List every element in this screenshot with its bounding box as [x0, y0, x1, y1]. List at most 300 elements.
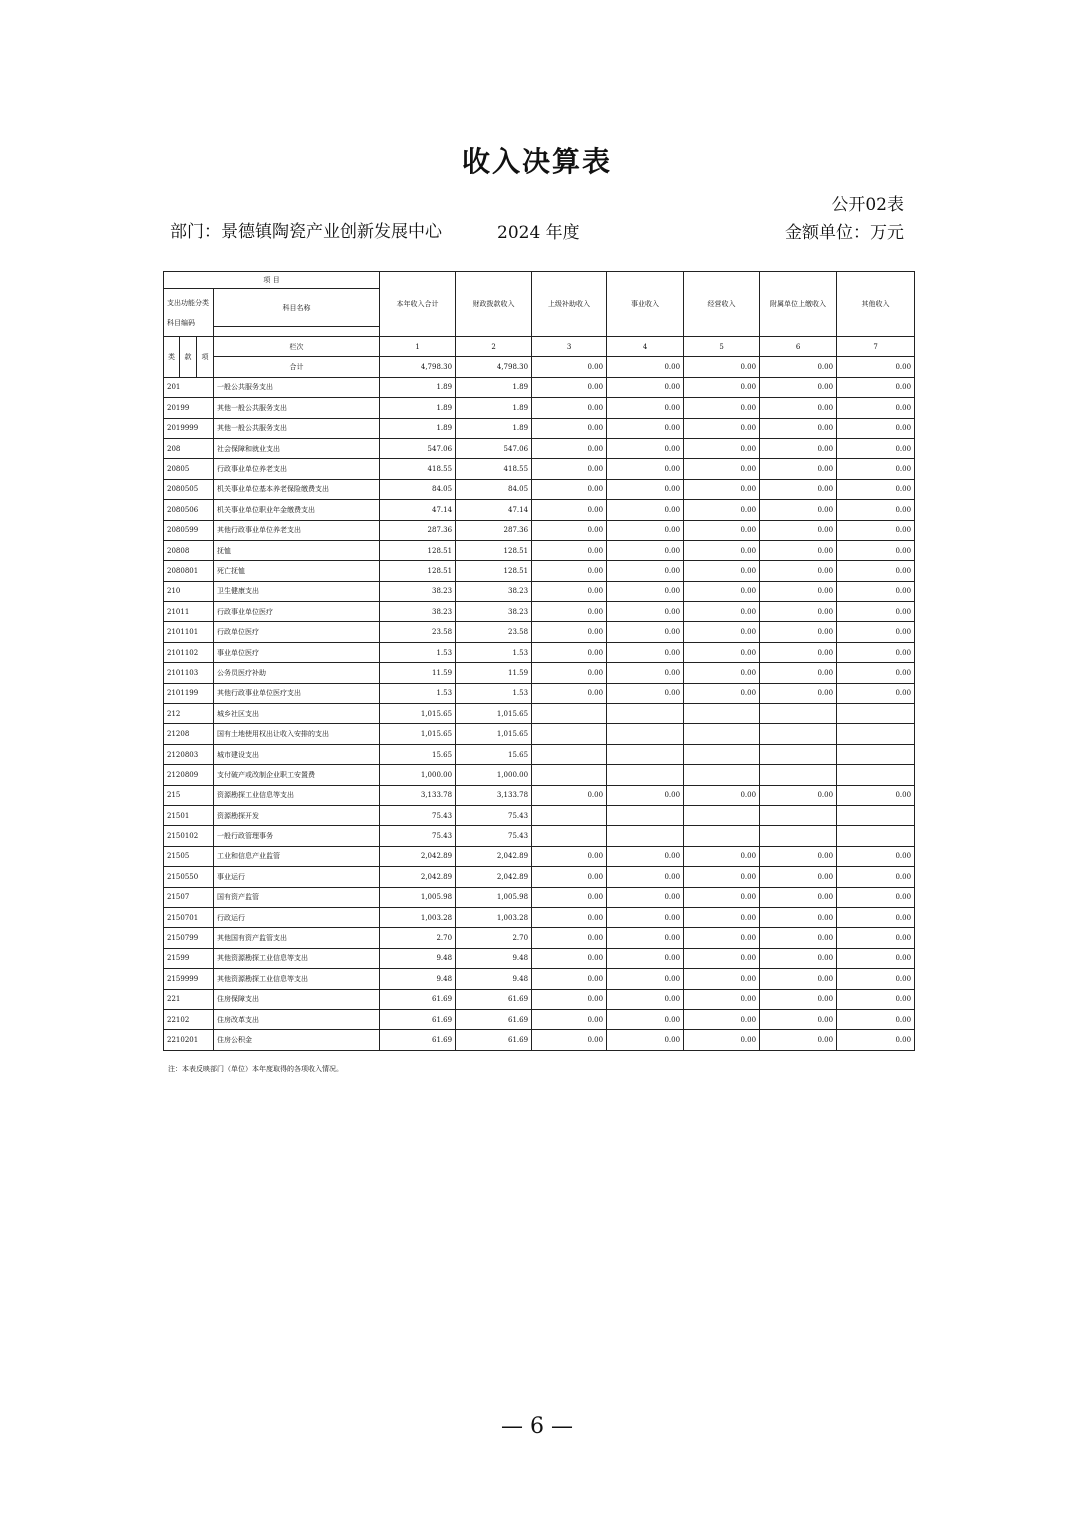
amount-cell: 0.00	[532, 622, 607, 642]
amount-cell: 0.00	[760, 438, 837, 458]
amount-cell: 0.00	[837, 438, 915, 458]
amount-cell	[607, 744, 684, 764]
table-row	[164, 989, 915, 1009]
total-row	[164, 357, 915, 377]
col-num-3: 3	[532, 337, 607, 357]
function-code: 2101199	[164, 683, 214, 703]
amount-cell: 1,005.98	[380, 887, 456, 907]
amount-cell: 11.59	[456, 663, 532, 683]
table-row	[164, 622, 915, 642]
subject-name: 住房保障支出	[214, 989, 380, 1009]
function-code: 2101101	[164, 622, 214, 642]
amount-cell: 0.00	[684, 887, 760, 907]
amount-cell: 0.00	[607, 1030, 684, 1050]
subject-name: 行政事业单位医疗	[214, 602, 380, 622]
function-code: 21501	[164, 805, 214, 825]
amount-cell: 47.14	[456, 500, 532, 520]
amount-cell: 0.00	[684, 602, 760, 622]
amount-cell: 1,015.65	[456, 724, 532, 744]
amount-cell: 75.43	[380, 826, 456, 846]
amount-cell: 1.89	[456, 418, 532, 438]
amount-cell	[760, 704, 837, 724]
subject-name: 抚恤	[214, 540, 380, 560]
amount-cell: 0.00	[607, 867, 684, 887]
amount-cell: 0.00	[684, 540, 760, 560]
amount-cell: 0.00	[532, 867, 607, 887]
amount-cell: 2,042.89	[380, 846, 456, 866]
function-code: 21208	[164, 724, 214, 744]
table-row	[164, 805, 915, 825]
amount-cell: 75.43	[456, 826, 532, 846]
header-subject-name: 科目名称	[214, 289, 380, 327]
amount-cell: 0.00	[837, 459, 915, 479]
amount-cell: 0.00	[760, 602, 837, 622]
amount-cell: 0.00	[837, 1009, 915, 1029]
function-code: 21011	[164, 602, 214, 622]
subject-name: 事业单位医疗	[214, 642, 380, 662]
amount-cell: 0.00	[760, 846, 837, 866]
amount-cell: 0.00	[837, 520, 915, 540]
table-row	[164, 418, 915, 438]
amount-cell	[532, 724, 607, 744]
table-row	[164, 642, 915, 662]
amount-cell: 0.00	[607, 500, 684, 520]
amount-cell: 0.00	[837, 602, 915, 622]
function-code: 221	[164, 989, 214, 1009]
amount-cell: 0.00	[607, 561, 684, 581]
table-row	[164, 479, 915, 499]
amount-cell: 1.89	[456, 377, 532, 397]
table-row	[164, 928, 915, 948]
table-row	[164, 377, 915, 397]
amount-cell: 0.00	[607, 948, 684, 968]
table-row	[164, 602, 915, 622]
subject-name: 住房改革支出	[214, 1009, 380, 1029]
amount-cell: 61.69	[380, 989, 456, 1009]
amount-cell: 38.23	[380, 602, 456, 622]
amount-cell: 1.53	[380, 642, 456, 662]
amount-cell	[837, 765, 915, 785]
function-code: 2120803	[164, 744, 214, 764]
function-code: 201	[164, 377, 214, 397]
header-row-1	[164, 272, 915, 289]
amount-cell: 0.00	[684, 846, 760, 866]
amount-cell: 0.00	[532, 602, 607, 622]
amount-cell: 0.00	[532, 520, 607, 540]
amount-cell: 0.00	[532, 1030, 607, 1050]
amount-cell: 0.00	[684, 928, 760, 948]
amount-cell: 2.70	[456, 928, 532, 948]
amount-cell: 0.00	[760, 520, 837, 540]
subject-name: 其他一般公共服务支出	[214, 398, 380, 418]
amount-cell: 0.00	[760, 928, 837, 948]
function-code: 2159999	[164, 969, 214, 989]
amount-cell: 3,133.78	[456, 785, 532, 805]
amount-cell: 0.00	[837, 867, 915, 887]
amount-cell: 0.00	[607, 683, 684, 703]
amount-cell	[837, 744, 915, 764]
header-func-code: 支出功能分类科目编码	[164, 289, 214, 337]
amount-cell: 0.00	[837, 887, 915, 907]
header-xiang: 项	[197, 337, 214, 378]
amount-cell	[684, 805, 760, 825]
table-row	[164, 1009, 915, 1029]
subject-name: 卫生健康支出	[214, 581, 380, 601]
amount-cell: 9.48	[380, 948, 456, 968]
total-value: 0.00	[532, 357, 607, 377]
function-code: 2150701	[164, 907, 214, 927]
amount-cell: 9.48	[380, 969, 456, 989]
function-code: 2080505	[164, 479, 214, 499]
amount-cell: 0.00	[760, 581, 837, 601]
amount-cell: 0.00	[532, 438, 607, 458]
subject-name: 工业和信息产业监管	[214, 846, 380, 866]
amount-cell: 2,042.89	[380, 867, 456, 887]
amount-cell: 47.14	[380, 500, 456, 520]
amount-cell: 84.05	[456, 479, 532, 499]
amount-cell: 0.00	[684, 520, 760, 540]
subject-name: 其他资源勘探工业信息等支出	[214, 969, 380, 989]
amount-cell: 0.00	[607, 989, 684, 1009]
amount-cell	[837, 826, 915, 846]
amount-cell: 0.00	[684, 785, 760, 805]
amount-cell: 0.00	[837, 479, 915, 499]
amount-cell: 0.00	[760, 785, 837, 805]
amount-cell: 0.00	[684, 948, 760, 968]
amount-cell: 0.00	[837, 663, 915, 683]
amount-cell: 0.00	[760, 398, 837, 418]
function-code: 2150550	[164, 867, 214, 887]
amount-cell: 547.06	[380, 438, 456, 458]
function-code: 212	[164, 704, 214, 724]
header-col-6: 附属单位上缴收入	[760, 272, 837, 337]
function-code: 2101102	[164, 642, 214, 662]
amount-cell: 3,133.78	[380, 785, 456, 805]
total-value: 0.00	[837, 357, 915, 377]
amount-cell	[684, 724, 760, 744]
total-value: 4,798.30	[456, 357, 532, 377]
amount-cell	[837, 704, 915, 724]
table-row	[164, 1030, 915, 1050]
amount-cell: 0.00	[607, 663, 684, 683]
header-kuan: 款	[180, 337, 197, 378]
amount-cell: 0.00	[684, 438, 760, 458]
amount-cell: 0.00	[837, 377, 915, 397]
amount-cell: 0.00	[760, 418, 837, 438]
amount-cell	[760, 744, 837, 764]
amount-cell: 1,005.98	[456, 887, 532, 907]
function-code: 20805	[164, 459, 214, 479]
header-col-2: 财政拨款收入	[456, 272, 532, 337]
subject-name: 行政运行	[214, 907, 380, 927]
table-row	[164, 948, 915, 968]
amount-cell: 15.65	[380, 744, 456, 764]
page-number: — 6 —	[501, 1414, 573, 1439]
subject-name: 一般行政管理事务	[214, 826, 380, 846]
function-code: 210	[164, 581, 214, 601]
header-col-7: 其他收入	[837, 272, 915, 337]
amount-cell: 0.00	[684, 418, 760, 438]
amount-cell: 0.00	[607, 581, 684, 601]
function-code: 215	[164, 785, 214, 805]
amount-cell: 0.00	[684, 581, 760, 601]
amount-cell	[607, 704, 684, 724]
table-row	[164, 500, 915, 520]
amount-cell: 0.00	[532, 1009, 607, 1029]
amount-cell: 287.36	[380, 520, 456, 540]
function-code: 21507	[164, 887, 214, 907]
amount-cell: 1,015.65	[380, 724, 456, 744]
amount-cell: 0.00	[607, 459, 684, 479]
amount-cell: 0.00	[760, 540, 837, 560]
header-col-4: 事业收入	[607, 272, 684, 337]
amount-cell	[532, 826, 607, 846]
amount-cell: 0.00	[837, 948, 915, 968]
function-code: 21505	[164, 846, 214, 866]
amount-cell: 0.00	[837, 622, 915, 642]
amount-cell: 1,003.28	[456, 907, 532, 927]
function-code: 2120809	[164, 765, 214, 785]
total-label: 合计	[214, 357, 380, 377]
function-code: 2210201	[164, 1030, 214, 1050]
subject-name: 公务员医疗补助	[214, 663, 380, 683]
unit-label: 金额单位：万元	[785, 223, 904, 243]
table-row	[164, 663, 915, 683]
amount-cell: 9.48	[456, 969, 532, 989]
amount-cell: 0.00	[532, 398, 607, 418]
subject-name: 城乡社区支出	[214, 704, 380, 724]
amount-cell: 0.00	[532, 969, 607, 989]
amount-cell: 0.00	[607, 438, 684, 458]
amount-cell: 128.51	[456, 540, 532, 560]
subject-name: 城市建设支出	[214, 744, 380, 764]
subject-name: 住房公积金	[214, 1030, 380, 1050]
amount-cell: 0.00	[684, 969, 760, 989]
amount-cell: 547.06	[456, 438, 532, 458]
amount-cell: 23.58	[380, 622, 456, 642]
amount-cell: 0.00	[760, 867, 837, 887]
amount-cell	[532, 744, 607, 764]
amount-cell: 0.00	[532, 459, 607, 479]
subject-name: 其他一般公共服务支出	[214, 418, 380, 438]
table-row	[164, 540, 915, 560]
amount-cell: 0.00	[760, 683, 837, 703]
amount-cell: 0.00	[532, 642, 607, 662]
amount-cell: 0.00	[760, 969, 837, 989]
amount-cell: 0.00	[607, 377, 684, 397]
amount-cell: 0.00	[684, 398, 760, 418]
subject-name: 一般公共服务支出	[214, 377, 380, 397]
amount-cell	[760, 765, 837, 785]
table-row	[164, 520, 915, 540]
subject-name: 行政单位医疗	[214, 622, 380, 642]
total-value: 4,798.30	[380, 357, 456, 377]
amount-cell: 84.05	[380, 479, 456, 499]
amount-cell: 128.51	[380, 561, 456, 581]
amount-cell: 1.89	[380, 398, 456, 418]
amount-cell: 9.48	[456, 948, 532, 968]
amount-cell: 0.00	[532, 846, 607, 866]
amount-cell: 2,042.89	[456, 867, 532, 887]
amount-cell: 1,000.00	[456, 765, 532, 785]
amount-cell	[837, 724, 915, 744]
amount-cell: 23.58	[456, 622, 532, 642]
amount-cell	[684, 765, 760, 785]
amount-cell: 0.00	[607, 928, 684, 948]
function-code: 2080599	[164, 520, 214, 540]
function-code: 2080506	[164, 500, 214, 520]
col-num-1: 1	[380, 337, 456, 357]
page-title: 收入决算表	[461, 145, 612, 178]
table-row	[164, 683, 915, 703]
table-row	[164, 704, 915, 724]
amount-cell: 0.00	[837, 500, 915, 520]
subject-name: 行政事业单位养老支出	[214, 459, 380, 479]
col-num-7: 7	[837, 337, 915, 357]
function-code: 208	[164, 438, 214, 458]
amount-cell: 61.69	[380, 1030, 456, 1050]
col-num-5: 5	[684, 337, 760, 357]
amount-cell: 61.69	[456, 989, 532, 1009]
amount-cell	[607, 805, 684, 825]
amount-cell: 0.00	[684, 561, 760, 581]
amount-cell	[760, 826, 837, 846]
table-body	[164, 272, 915, 1051]
amount-cell	[684, 704, 760, 724]
table-row	[164, 867, 915, 887]
amount-cell: 0.00	[760, 459, 837, 479]
amount-cell: 0.00	[837, 1030, 915, 1050]
amount-cell: 0.00	[837, 785, 915, 805]
header-item: 项 目	[164, 272, 380, 289]
amount-cell: 0.00	[607, 398, 684, 418]
header-col-5: 经营收入	[684, 272, 760, 337]
amount-cell: 0.00	[532, 500, 607, 520]
amount-cell: 0.00	[607, 907, 684, 927]
amount-cell: 38.23	[456, 602, 532, 622]
amount-cell: 0.00	[760, 1009, 837, 1029]
table-row	[164, 398, 915, 418]
amount-cell: 0.00	[760, 622, 837, 642]
amount-cell: 0.00	[760, 500, 837, 520]
subject-name: 资源勘探开发	[214, 805, 380, 825]
table-row	[164, 765, 915, 785]
amount-cell: 0.00	[760, 377, 837, 397]
amount-cell: 418.55	[456, 459, 532, 479]
col-num-6: 6	[760, 337, 837, 357]
amount-cell: 0.00	[760, 1030, 837, 1050]
amount-cell: 0.00	[760, 887, 837, 907]
amount-cell: 0.00	[684, 459, 760, 479]
table-note: 注：本表反映部门（单位）本年度取得的各项收入情况。	[168, 1065, 343, 1073]
amount-cell: 0.00	[837, 928, 915, 948]
amount-cell	[684, 826, 760, 846]
amount-cell: 0.00	[607, 540, 684, 560]
amount-cell: 0.00	[684, 622, 760, 642]
total-value: 0.00	[607, 357, 684, 377]
subject-name: 其他行政事业单位医疗支出	[214, 683, 380, 703]
amount-cell: 2.70	[380, 928, 456, 948]
amount-cell	[760, 724, 837, 744]
amount-cell: 0.00	[607, 520, 684, 540]
amount-cell: 0.00	[684, 500, 760, 520]
header-col-3: 上级补助收入	[532, 272, 607, 337]
amount-cell: 0.00	[607, 969, 684, 989]
amount-cell: 0.00	[532, 561, 607, 581]
amount-cell: 2,042.89	[456, 846, 532, 866]
amount-cell: 1,000.00	[380, 765, 456, 785]
amount-cell: 0.00	[607, 602, 684, 622]
subject-name: 其他行政事业单位养老支出	[214, 520, 380, 540]
year-label: 2024 年度	[497, 223, 580, 243]
function-code: 20808	[164, 540, 214, 560]
amount-cell: 0.00	[684, 907, 760, 927]
subject-name: 机关事业单位职业年金缴费支出	[214, 500, 380, 520]
amount-cell: 1,015.65	[380, 704, 456, 724]
amount-cell	[607, 765, 684, 785]
amount-cell: 0.00	[684, 1009, 760, 1029]
amount-cell: 0.00	[684, 989, 760, 1009]
amount-cell: 0.00	[532, 683, 607, 703]
amount-cell: 128.51	[456, 561, 532, 581]
table-row	[164, 561, 915, 581]
function-code: 22102	[164, 1009, 214, 1029]
amount-cell: 61.69	[456, 1009, 532, 1029]
amount-cell: 61.69	[380, 1009, 456, 1029]
amount-cell: 0.00	[837, 398, 915, 418]
table-row	[164, 907, 915, 927]
amount-cell: 38.23	[456, 581, 532, 601]
table-row	[164, 744, 915, 764]
subject-name: 机关事业单位基本养老保险缴费支出	[214, 479, 380, 499]
amount-cell: 1,015.65	[456, 704, 532, 724]
amount-cell: 0.00	[837, 989, 915, 1009]
total-value: 0.00	[760, 357, 837, 377]
amount-cell: 0.00	[684, 683, 760, 703]
amount-cell: 0.00	[837, 642, 915, 662]
header-lei: 类	[164, 337, 180, 378]
table-row	[164, 969, 915, 989]
amount-cell: 0.00	[532, 989, 607, 1009]
form-code: 公开02表	[831, 195, 904, 215]
subject-name: 国有土地使用权出让收入安排的支出	[214, 724, 380, 744]
amount-cell: 0.00	[532, 907, 607, 927]
subject-name: 死亡抚恤	[214, 561, 380, 581]
amount-cell: 75.43	[380, 805, 456, 825]
amount-cell: 1.53	[380, 683, 456, 703]
amount-cell: 0.00	[684, 642, 760, 662]
amount-cell: 0.00	[760, 989, 837, 1009]
amount-cell: 1.89	[380, 418, 456, 438]
amount-cell: 0.00	[532, 928, 607, 948]
header-row-4	[164, 337, 915, 357]
amount-cell: 0.00	[760, 561, 837, 581]
amount-cell: 0.00	[837, 846, 915, 866]
amount-cell: 0.00	[607, 1009, 684, 1029]
amount-cell: 0.00	[760, 663, 837, 683]
amount-cell: 1.53	[456, 683, 532, 703]
amount-cell: 0.00	[837, 969, 915, 989]
function-code: 2080801	[164, 561, 214, 581]
amount-cell: 1.53	[456, 642, 532, 662]
department-label: 部门：景德镇陶瓷产业创新发展中心	[170, 222, 442, 242]
amount-cell: 1.89	[456, 398, 532, 418]
subject-name: 事业运行	[214, 867, 380, 887]
amount-cell: 0.00	[837, 683, 915, 703]
subject-name: 国有资产监管	[214, 887, 380, 907]
amount-cell: 1,003.28	[380, 907, 456, 927]
amount-cell	[532, 765, 607, 785]
